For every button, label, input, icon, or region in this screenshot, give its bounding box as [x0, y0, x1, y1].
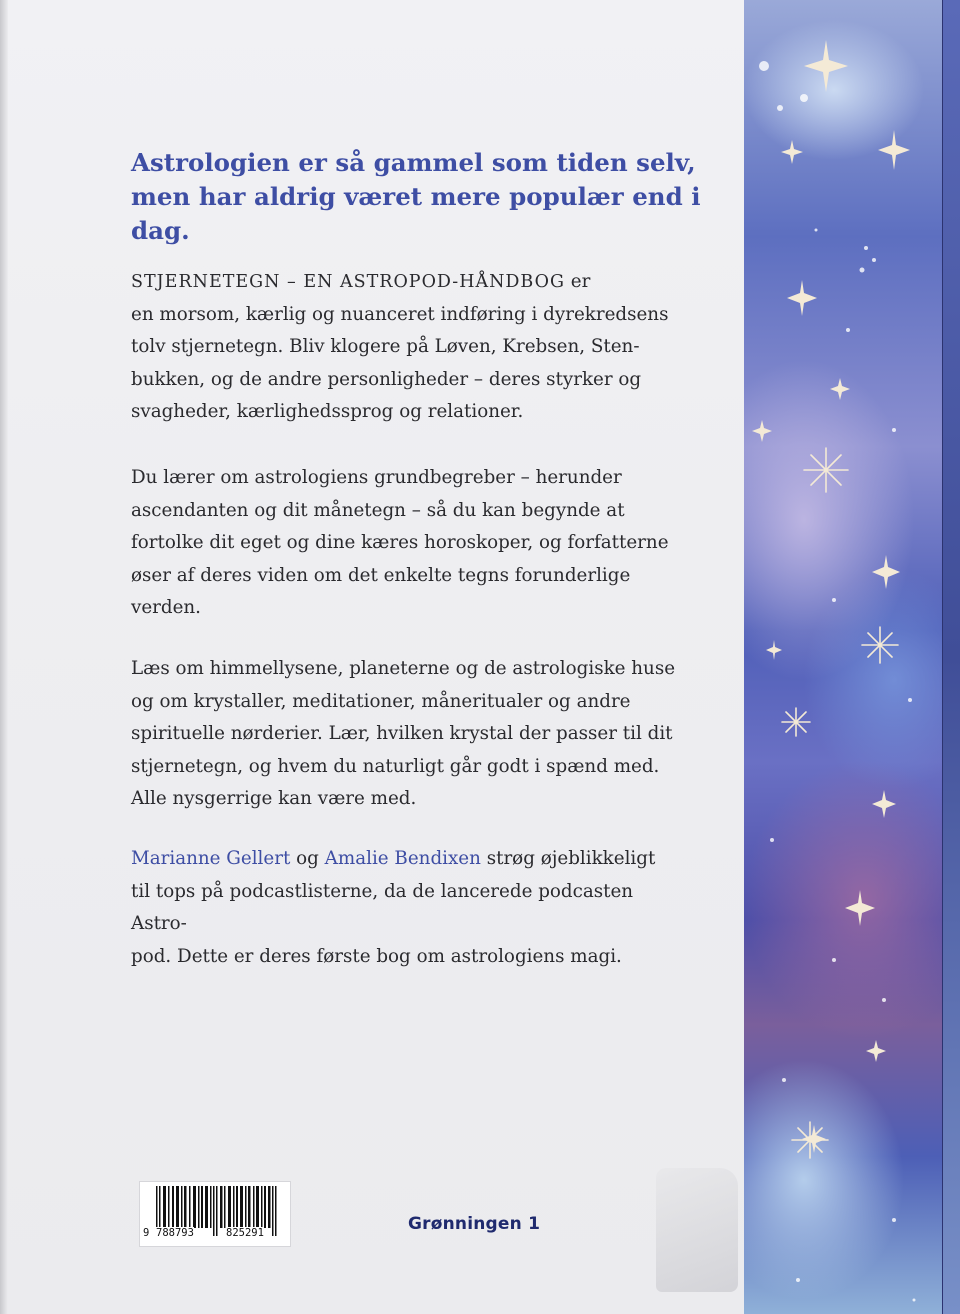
book-title-caps: STJERNETEGN – EN ASTROPOD-HÅNDBOG [131, 272, 565, 292]
star-icon [787, 280, 817, 316]
barcode-digits-left: 788793 [156, 1227, 194, 1239]
author-name: Marianne Gellert [131, 848, 291, 869]
author-paragraph: Marianne Gellert og Amalie Bendixen strøg øjeblikkeligt til tops på podcastlisterne, da de lancerede podcasten Astro- pod. Dette er deres første bog om astrologiens magi. [131, 848, 656, 967]
star-icon [752, 420, 772, 442]
barcode-digits-right: 825291 [226, 1227, 264, 1239]
star-icon [866, 1040, 886, 1062]
star-icon [872, 555, 900, 589]
description-paragraph-3: Læs om himmellysene, planeterne og de astrologiske huse og om krystaller, meditationer, måneritualer og andre spirituelle nørderier. Lær, hvilken krystal der passer til dit stjernetegn, og hvem du naturligt går godt i spænd med. Alle nysgerrige kan være med. [131, 658, 676, 809]
sparkle-icon [862, 627, 898, 663]
description-paragraph-2: Du lærer om astrologiens grundbegreber – herunder ascendanten og dit månetegn – så du kan begynde at fortolke dit eget og dine kæres horoskoper, og forfatterne øser af deres viden om det enkelte tegns forunderlige verden. [131, 467, 669, 618]
star-icon [872, 790, 896, 818]
isbn-barcode [139, 1181, 291, 1247]
sparkle-icon [804, 448, 848, 492]
sticker-residue [656, 1168, 738, 1292]
star-icon [766, 640, 782, 660]
star-icon [878, 130, 910, 170]
star-icon [804, 40, 848, 92]
star-icon [830, 378, 850, 400]
book-spine [942, 0, 960, 1314]
barcode-digit: 9 [143, 1227, 150, 1239]
sparkle-icon [782, 708, 810, 736]
tagline: Astrologien er så gammel som tiden selv, men har aldrig været mere populær end i dag. [131, 148, 701, 245]
star-icon [802, 1125, 826, 1153]
sparkle-icon [792, 1122, 828, 1158]
author-name: Amalie Bendixen [324, 848, 481, 869]
cover-edge [0, 0, 8, 1314]
star-icon [781, 140, 803, 164]
description-paragraph-1: STJERNETEGN – EN ASTROPOD-HÅNDBOG er en morsom, kærlig og nuanceret indføring i dyrekredsens tolv stjernetegn. Bliv klogere på Løven, Krebsen, Sten- bukken, og de andre personligheder – deres styrker og svagheder, kærlighedssprog og relationer. [131, 271, 669, 422]
star-icon [845, 890, 875, 926]
publisher-logo: Grønningen 1 [408, 1214, 541, 1234]
stars-decoration [744, 0, 942, 1314]
